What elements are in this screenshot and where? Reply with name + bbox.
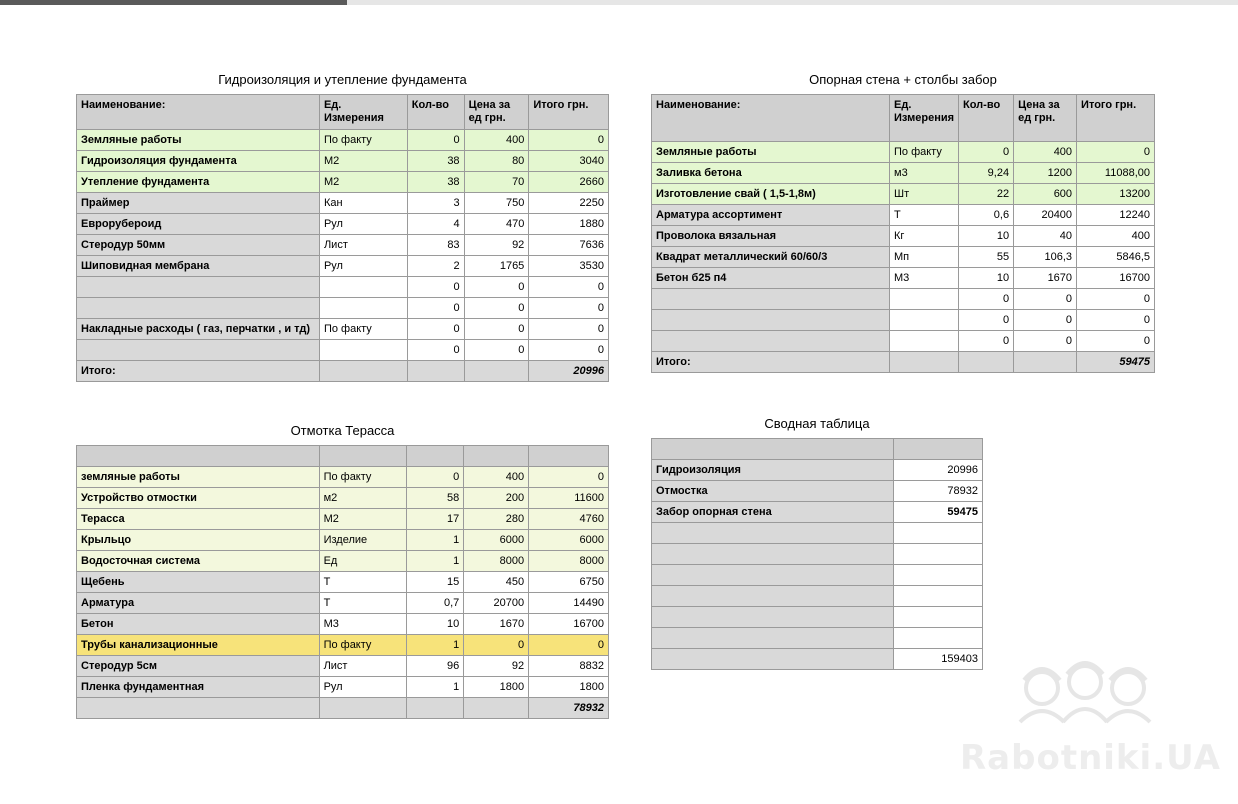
unit-cell: [319, 277, 407, 298]
value-cell: 0: [407, 277, 464, 298]
item-name-cell: Земляные работы: [77, 130, 320, 151]
total-row: [652, 649, 983, 670]
total-row: [77, 361, 609, 382]
header-name: Наименование:: [77, 95, 320, 130]
value-cell: 6750: [529, 572, 609, 593]
top-progress-bar: [0, 0, 1238, 5]
unit-cell: Т: [319, 593, 407, 614]
item-name-cell: [652, 310, 890, 331]
item-name-cell: Водосточная система: [77, 551, 320, 572]
unit-cell: По факту: [319, 319, 407, 340]
header-empty: [894, 439, 983, 460]
value-cell: 96: [407, 656, 464, 677]
unit-cell: Т: [890, 205, 959, 226]
table-row: [652, 544, 983, 565]
table-row: [77, 277, 609, 298]
unit-cell: М3: [890, 268, 959, 289]
foundation-table: [76, 94, 609, 382]
table-title: Сводная таблица: [764, 416, 870, 431]
value-cell: 92: [464, 235, 529, 256]
unit-cell: [890, 331, 959, 352]
value-cell: 10: [959, 226, 1014, 247]
value-cell: 0: [1077, 310, 1155, 331]
empty-cell: [890, 352, 959, 373]
empty-cell: [1014, 352, 1077, 373]
empty-cell: [894, 523, 983, 544]
value-cell: 280: [464, 509, 529, 530]
table-row: [77, 319, 609, 340]
item-name-cell: Устройство отмостки: [77, 488, 320, 509]
empty-cell: [319, 361, 407, 382]
value-cell: 106,3: [1014, 247, 1077, 268]
value-cell: 0: [464, 298, 529, 319]
value-cell: 0: [959, 142, 1014, 163]
header-empty: [529, 446, 609, 467]
total-label: Итого:: [652, 352, 890, 373]
table-row: [652, 142, 1155, 163]
item-name-cell: [77, 298, 320, 319]
value-cell: 750: [464, 193, 529, 214]
table-row: [77, 467, 609, 488]
table-row: [77, 298, 609, 319]
value-cell: 22: [959, 184, 1014, 205]
value-cell: 10: [959, 268, 1014, 289]
unit-cell: [319, 340, 407, 361]
unit-cell: Лист: [319, 656, 407, 677]
header-price: Цена за ед грн.: [1014, 95, 1077, 142]
value-cell: 55: [959, 247, 1014, 268]
empty-cell: [652, 586, 894, 607]
value-cell: 4: [407, 214, 464, 235]
total-label: [77, 698, 320, 719]
value-cell: 400: [1077, 226, 1155, 247]
value-cell: 8832: [529, 656, 609, 677]
value-cell: 400: [1014, 142, 1077, 163]
unit-cell: Кг: [890, 226, 959, 247]
value-cell: 40: [1014, 226, 1077, 247]
value-cell: 1800: [529, 677, 609, 698]
table-row: [652, 331, 1155, 352]
empty-cell: [894, 544, 983, 565]
header-total: Итого грн.: [529, 95, 609, 130]
table-row: [652, 289, 1155, 310]
table-row: [652, 607, 983, 628]
value-cell: 1: [407, 551, 464, 572]
header-qty: Кол-во: [959, 95, 1014, 142]
value-cell: 12240: [1077, 205, 1155, 226]
item-name-cell: Забор опорная стена: [652, 502, 894, 523]
unit-cell: Лист: [319, 235, 407, 256]
value-cell: 13200: [1077, 184, 1155, 205]
value-cell: 20700: [464, 593, 529, 614]
value-cell: 15: [407, 572, 464, 593]
value-cell: 6000: [464, 530, 529, 551]
value-cell: 17: [407, 509, 464, 530]
table-row: [652, 565, 983, 586]
item-name-cell: Бетон: [77, 614, 320, 635]
item-name-cell: Арматура: [77, 593, 320, 614]
table-title: Опорная стена + столбы забор: [809, 72, 997, 87]
item-name-cell: Еврорубероид: [77, 214, 320, 235]
value-cell: 1200: [1014, 163, 1077, 184]
value-cell: 10: [407, 614, 464, 635]
table-row: [77, 635, 609, 656]
table-row: [652, 502, 983, 523]
header-qty: Кол-во: [407, 95, 464, 130]
empty-cell: [652, 544, 894, 565]
unit-cell: Изделие: [319, 530, 407, 551]
item-name-cell: Квадрат металлический 60/60/3: [652, 247, 890, 268]
header-empty: [652, 439, 894, 460]
item-name-cell: Изготовление свай ( 1,5-1,8м): [652, 184, 890, 205]
item-name-cell: земляные работы: [77, 467, 320, 488]
header-empty: [464, 446, 529, 467]
unit-cell: Рул: [319, 256, 407, 277]
unit-cell: Рул: [319, 214, 407, 235]
watermark-text: Rabotniki.UA: [960, 738, 1221, 778]
item-name-cell: Отмостка: [652, 481, 894, 502]
wall-table: [651, 94, 1155, 373]
value-cell: 0: [529, 319, 609, 340]
table-title: Отмотка Терасса: [290, 423, 395, 438]
unit-cell: По факту: [890, 142, 959, 163]
table-row: [77, 509, 609, 530]
grand-total-value: 59475: [1077, 352, 1155, 373]
item-name-cell: [652, 331, 890, 352]
value-cell: 1: [407, 677, 464, 698]
unit-cell: М2: [319, 172, 407, 193]
unit-cell: Ед: [319, 551, 407, 572]
item-name-cell: Пленка фундаментная: [77, 677, 320, 698]
unit-cell: [319, 298, 407, 319]
item-name-cell: Проволока вязальная: [652, 226, 890, 247]
value-cell: 0: [959, 289, 1014, 310]
value-cell: 0: [529, 467, 609, 488]
value-cell: 3: [407, 193, 464, 214]
value-cell: 6000: [529, 530, 609, 551]
item-name-cell: Терасса: [77, 509, 320, 530]
item-name-cell: Праймер: [77, 193, 320, 214]
value-cell: 0: [529, 635, 609, 656]
unit-cell: По факту: [319, 467, 407, 488]
terrace-table: [76, 445, 609, 719]
table-row: [652, 163, 1155, 184]
value-cell: 2: [407, 256, 464, 277]
unit-cell: м2: [319, 488, 407, 509]
value-cell: 3040: [529, 151, 609, 172]
table-row: [77, 572, 609, 593]
watermark-logo: [960, 650, 1221, 780]
value-cell: 0,6: [959, 205, 1014, 226]
value-cell: 0: [464, 340, 529, 361]
item-name-cell: Трубы канализационные: [77, 635, 320, 656]
value-cell: 38: [407, 172, 464, 193]
value-cell: 0: [1077, 289, 1155, 310]
summary-block: [651, 416, 983, 670]
table-row: [77, 340, 609, 361]
empty-cell: [464, 698, 529, 719]
value-cell: 4760: [529, 509, 609, 530]
table-row: [652, 247, 1155, 268]
unit-cell: Шт: [890, 184, 959, 205]
unit-cell: Мп: [890, 247, 959, 268]
item-name-cell: Стеродур 5см: [77, 656, 320, 677]
table-row: [77, 677, 609, 698]
table-row: [652, 628, 983, 649]
table-row: [77, 151, 609, 172]
header-unit: Ед. Измерения: [319, 95, 407, 130]
table-foundation-block: [76, 72, 609, 382]
top-progress-fill: [0, 0, 347, 5]
table-row: [652, 460, 983, 481]
empty-cell: [407, 361, 464, 382]
value-cell: 1670: [464, 614, 529, 635]
empty-cell: [894, 586, 983, 607]
item-name-cell: Утепление фундамента: [77, 172, 320, 193]
value-cell: 9,24: [959, 163, 1014, 184]
value-cell: 11088,00: [1077, 163, 1155, 184]
value-cell: 1: [407, 530, 464, 551]
value-cell: 0: [1014, 331, 1077, 352]
value-cell: 5846,5: [1077, 247, 1155, 268]
table-row: [77, 488, 609, 509]
total-row: [77, 698, 609, 719]
empty-cell: [464, 361, 529, 382]
value-cell: 0: [529, 130, 609, 151]
value-cell: 1765: [464, 256, 529, 277]
unit-cell: м3: [890, 163, 959, 184]
value-cell: 0: [529, 340, 609, 361]
grand-total-value: 159403: [894, 649, 983, 670]
table-row: [652, 226, 1155, 247]
value-cell: 0: [529, 298, 609, 319]
value-cell: 80: [464, 151, 529, 172]
value-cell: 1800: [464, 677, 529, 698]
table-row: [77, 656, 609, 677]
item-name-cell: Гидроизоляция: [652, 460, 894, 481]
item-name-cell: Стеродур 50мм: [77, 235, 320, 256]
total-label: Итого:: [77, 361, 320, 382]
value-cell: 0: [464, 635, 529, 656]
table-row: [77, 530, 609, 551]
header-name: Наименование:: [652, 95, 890, 142]
empty-cell: [652, 523, 894, 544]
value-cell: 1880: [529, 214, 609, 235]
value-cell: 59475: [894, 502, 983, 523]
table-row: [77, 214, 609, 235]
unit-cell: [890, 310, 959, 331]
value-cell: 20996: [894, 460, 983, 481]
unit-cell: М3: [319, 614, 407, 635]
total-row: [652, 352, 1155, 373]
value-cell: 450: [464, 572, 529, 593]
unit-cell: М2: [319, 509, 407, 530]
item-name-cell: Арматура ассортимент: [652, 205, 890, 226]
summary-table: [651, 438, 983, 670]
value-cell: 2660: [529, 172, 609, 193]
empty-cell: [894, 628, 983, 649]
value-cell: 20400: [1014, 205, 1077, 226]
item-name-cell: Гидроизоляция фундамента: [77, 151, 320, 172]
unit-cell: М2: [319, 151, 407, 172]
empty-cell: [652, 607, 894, 628]
value-cell: 400: [464, 467, 529, 488]
empty-cell: [407, 698, 464, 719]
header-empty: [407, 446, 464, 467]
unit-cell: По факту: [319, 635, 407, 656]
item-name-cell: Бетон б25 п4: [652, 268, 890, 289]
table-title: Гидроизоляция и утепление фундамента: [218, 72, 467, 87]
unit-cell: [890, 289, 959, 310]
value-cell: 0: [407, 319, 464, 340]
value-cell: 0: [1014, 310, 1077, 331]
value-cell: 0: [464, 277, 529, 298]
item-name-cell: [77, 340, 320, 361]
grand-total-value: 20996: [529, 361, 609, 382]
value-cell: 0: [407, 340, 464, 361]
table-row: [77, 172, 609, 193]
value-cell: 0: [959, 310, 1014, 331]
workers-helmet-icon: [1000, 650, 1170, 730]
value-cell: 0: [959, 331, 1014, 352]
table-row: [652, 481, 983, 502]
table-row: [77, 551, 609, 572]
value-cell: 8000: [529, 551, 609, 572]
value-cell: 1: [407, 635, 464, 656]
value-cell: 0: [407, 298, 464, 319]
grand-total-value: 78932: [529, 698, 609, 719]
value-cell: 200: [464, 488, 529, 509]
header-empty: [77, 446, 320, 467]
item-name-cell: [652, 289, 890, 310]
table-row: [652, 268, 1155, 289]
value-cell: 600: [1014, 184, 1077, 205]
value-cell: 0: [529, 277, 609, 298]
value-cell: 0: [1014, 289, 1077, 310]
value-cell: 92: [464, 656, 529, 677]
value-cell: 1670: [1014, 268, 1077, 289]
item-name-cell: Крыльцо: [77, 530, 320, 551]
value-cell: 78932: [894, 481, 983, 502]
table-terrace-block: [76, 423, 609, 719]
value-cell: 11600: [529, 488, 609, 509]
header-price: Цена за ед грн.: [464, 95, 529, 130]
value-cell: 58: [407, 488, 464, 509]
table-row: [77, 130, 609, 151]
table-row: [77, 193, 609, 214]
table-row: [77, 256, 609, 277]
item-name-cell: Шиповидная мембрана: [77, 256, 320, 277]
table-row: [77, 614, 609, 635]
table-row: [652, 523, 983, 544]
value-cell: 0: [464, 319, 529, 340]
value-cell: 16700: [1077, 268, 1155, 289]
table-row: [77, 593, 609, 614]
empty-cell: [652, 628, 894, 649]
table-row: [652, 310, 1155, 331]
value-cell: 16700: [529, 614, 609, 635]
unit-cell: Кан: [319, 193, 407, 214]
table-row: [77, 235, 609, 256]
table-row: [652, 205, 1155, 226]
value-cell: 0: [1077, 331, 1155, 352]
value-cell: 70: [464, 172, 529, 193]
unit-cell: Рул: [319, 677, 407, 698]
item-name-cell: [77, 277, 320, 298]
empty-cell: [652, 649, 894, 670]
table-row: [652, 586, 983, 607]
value-cell: 8000: [464, 551, 529, 572]
item-name-cell: Накладные расходы ( газ, перчатки , и тд): [77, 319, 320, 340]
value-cell: 0,7: [407, 593, 464, 614]
value-cell: 38: [407, 151, 464, 172]
item-name-cell: Заливка бетона: [652, 163, 890, 184]
empty-cell: [319, 698, 407, 719]
header-unit: Ед. Измерения: [890, 95, 959, 142]
header-empty: [319, 446, 407, 467]
value-cell: 2250: [529, 193, 609, 214]
value-cell: 0: [407, 130, 464, 151]
table-row: [652, 184, 1155, 205]
item-name-cell: Щебень: [77, 572, 320, 593]
value-cell: 470: [464, 214, 529, 235]
table-wall-block: [651, 72, 1155, 373]
value-cell: 14490: [529, 593, 609, 614]
item-name-cell: Земляные работы: [652, 142, 890, 163]
value-cell: 3530: [529, 256, 609, 277]
value-cell: 0: [1077, 142, 1155, 163]
unit-cell: По факту: [319, 130, 407, 151]
header-total: Итого грн.: [1077, 95, 1155, 142]
empty-cell: [652, 565, 894, 586]
empty-cell: [894, 565, 983, 586]
unit-cell: Т: [319, 572, 407, 593]
value-cell: 83: [407, 235, 464, 256]
value-cell: 0: [407, 467, 464, 488]
value-cell: 7636: [529, 235, 609, 256]
value-cell: 400: [464, 130, 529, 151]
empty-cell: [959, 352, 1014, 373]
empty-cell: [894, 607, 983, 628]
